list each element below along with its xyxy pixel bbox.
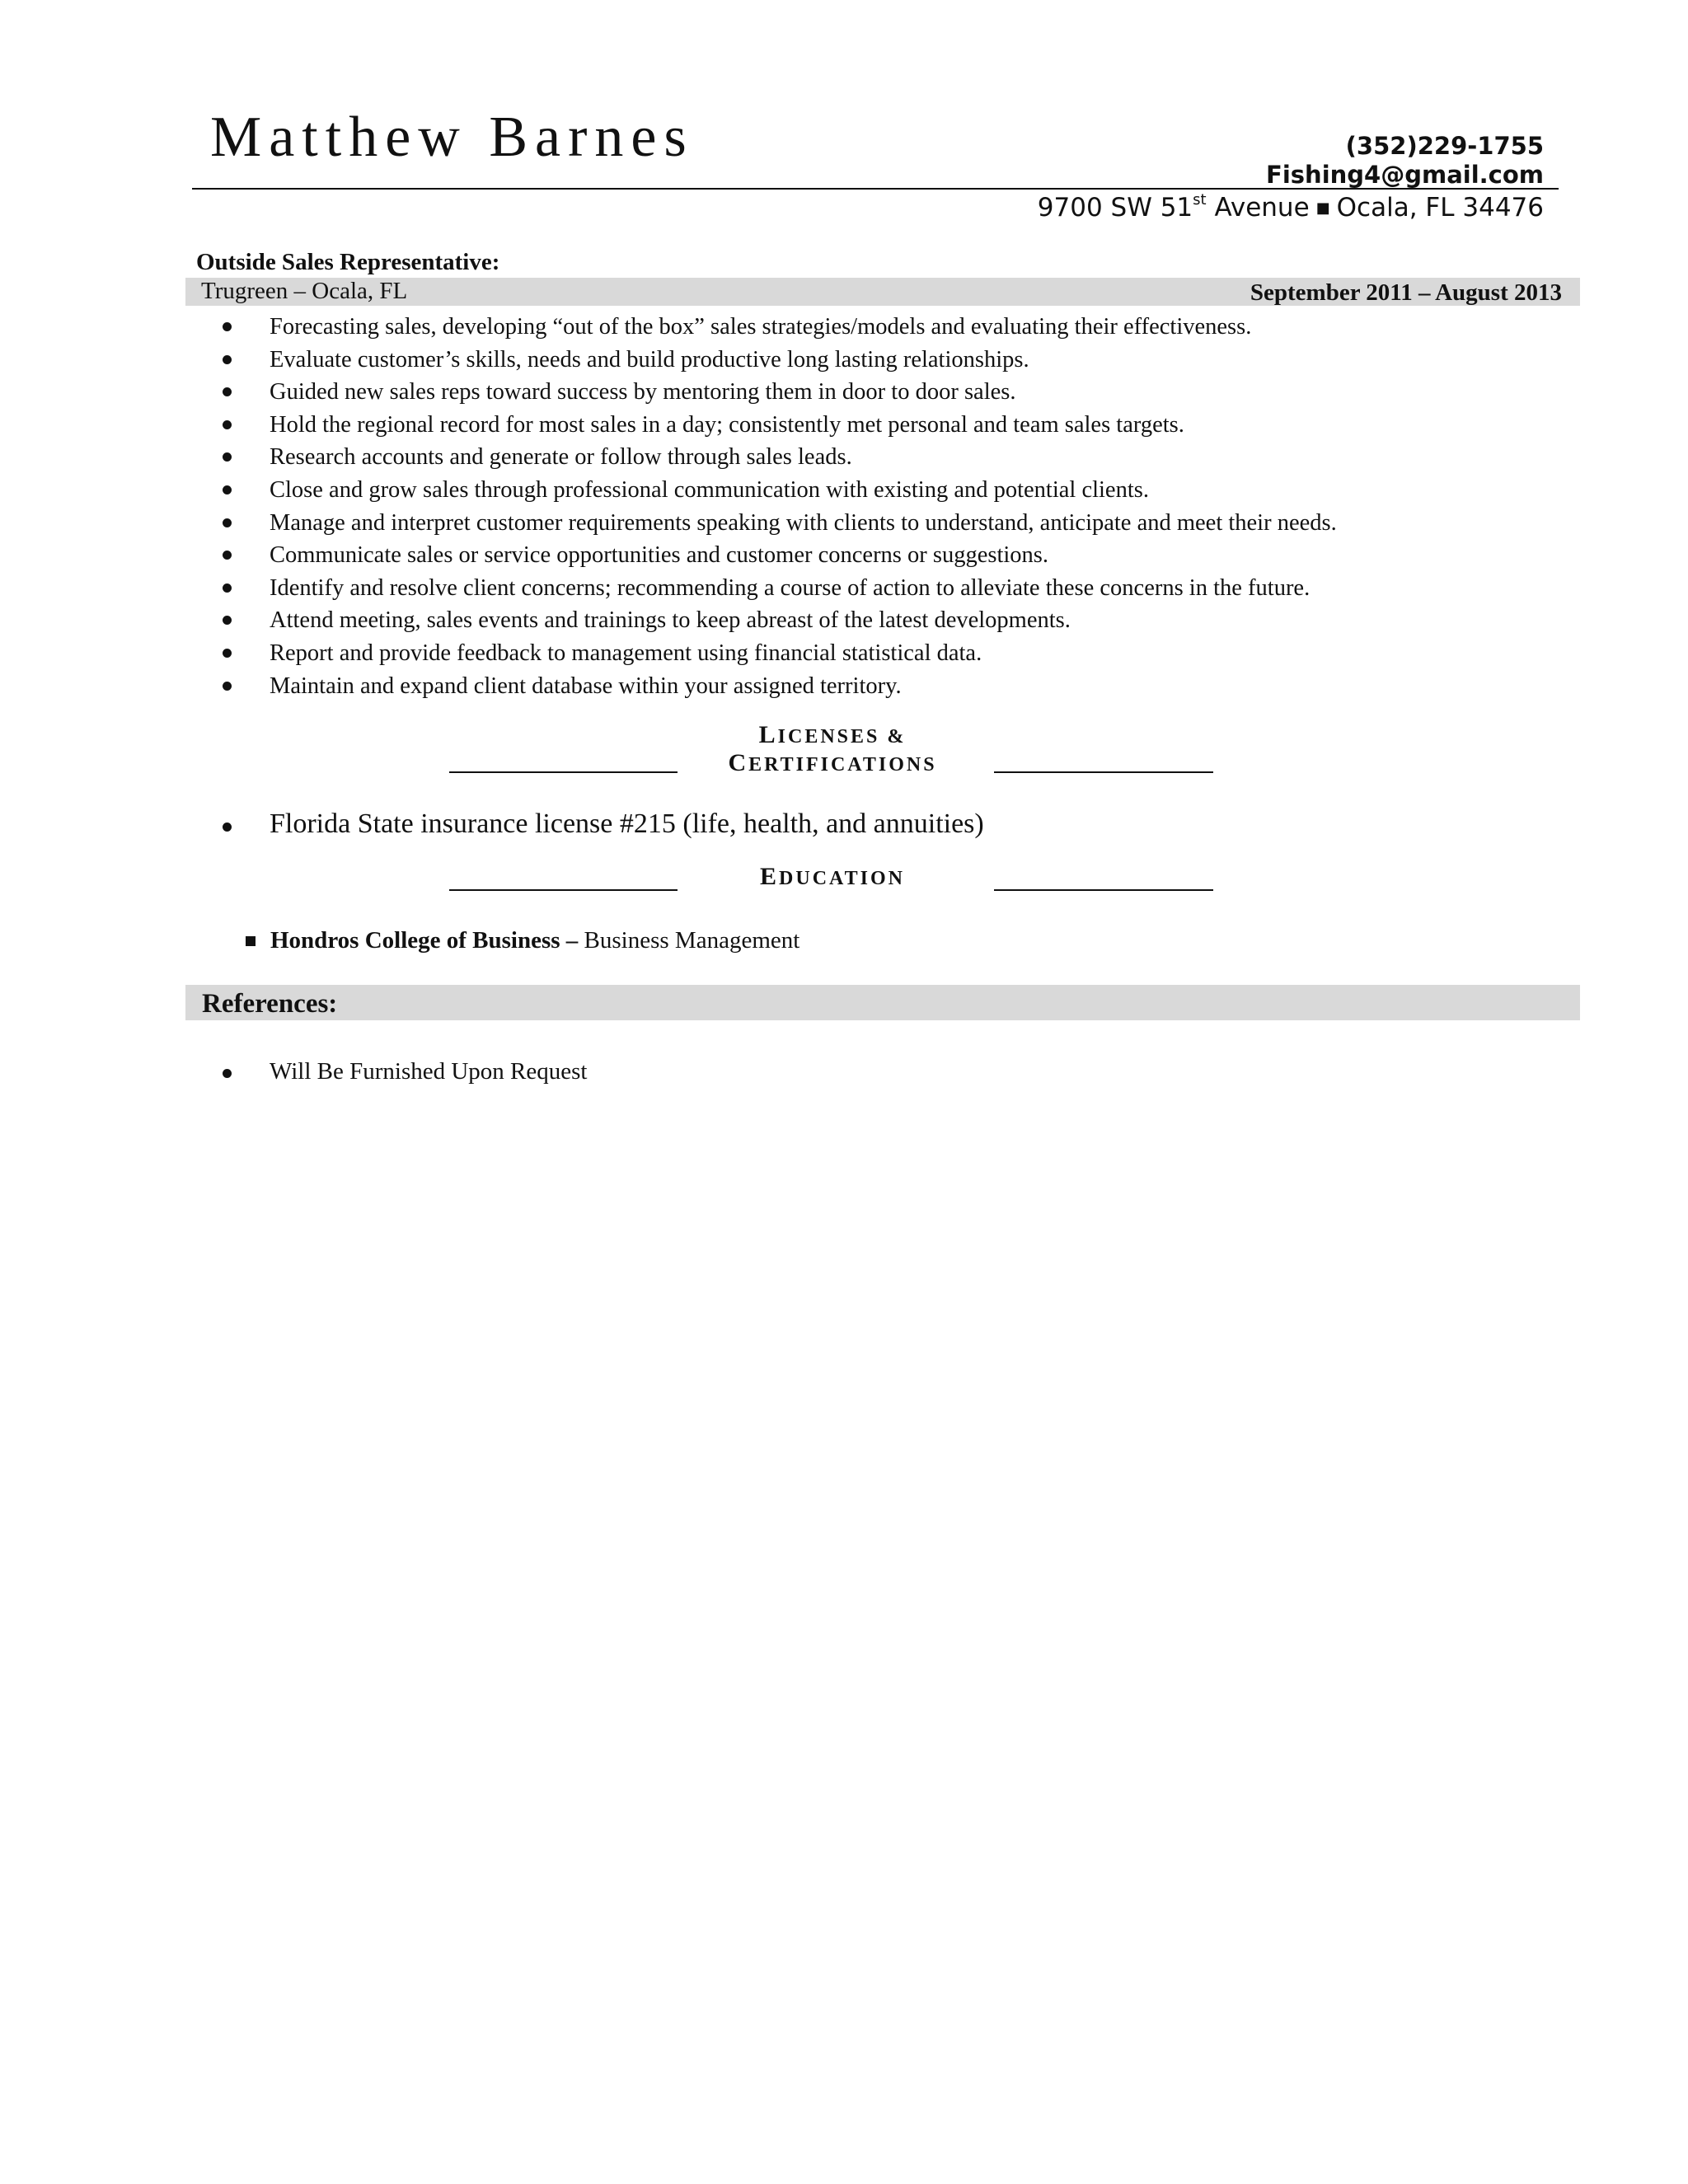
heading-rest: ICENSES &: [777, 726, 907, 748]
duty-text: Manage and interpret customer requirements speaking with clients to understand, anticipate and meet their needs.: [270, 509, 1337, 536]
job-dates: September 2011 – August 2013: [1250, 279, 1562, 306]
list-item: [218, 604, 1603, 637]
list-item: [218, 311, 1603, 344]
square-bullet-icon: ■: [1315, 199, 1330, 217]
heading-rest: DUCATION: [779, 868, 905, 889]
duty-text: Attend meeting, sales events and trainings to keep abreast of the latest developments.: [270, 607, 1071, 634]
duty-text: Forecasting sales, developing “out of the box” sales strategies/models and evaluating their effectiveness.: [270, 314, 1252, 340]
education-rule-right: [994, 889, 1213, 891]
job-company: Trugreen – Ocala, FL: [201, 278, 408, 304]
duty-text: Guided new sales reps toward success by mentoring them in door to door sales.: [270, 379, 1016, 405]
email-address: Fishing4@gmail.com: [1266, 161, 1544, 189]
licenses-rule-left: [449, 771, 678, 773]
duty-text: Maintain and expand client database within your assigned territory.: [270, 673, 902, 699]
job-title: Outside Sales Representative:: [196, 249, 500, 275]
bullet-icon: [223, 387, 232, 396]
list-item: [218, 1057, 587, 1086]
list-item: [218, 474, 1603, 507]
bullet-icon: [223, 1069, 232, 1078]
address-street: 9700 SW 51: [1037, 193, 1193, 223]
address-city: Ocala, FL 34476: [1336, 193, 1544, 223]
bullet-icon: [223, 420, 232, 429]
bullet-icon: [223, 823, 232, 832]
bullet-icon: [223, 322, 232, 331]
duty-text: Communicate sales or service opportunities and customer concerns or suggestions.: [270, 542, 1049, 569]
school-name: Hondros College of Business –: [270, 927, 579, 954]
licenses-heading-line2: [676, 750, 989, 778]
square-bullet-icon: [246, 936, 256, 946]
bullet-icon: [223, 649, 232, 658]
bullet-icon: [223, 452, 232, 462]
heading-initial: C: [728, 749, 749, 776]
list-item: [218, 507, 1603, 540]
heading-initial: L: [758, 721, 778, 748]
list-item: [218, 670, 1603, 703]
bullet-icon: [223, 355, 232, 364]
list-item: [218, 409, 1603, 442]
list-item: [218, 637, 1603, 670]
job-duties-list: [218, 311, 1603, 702]
licenses-rule-right: [994, 771, 1213, 773]
heading-initial: E: [760, 863, 780, 890]
duty-text: Report and provide feedback to management using financial statistical data.: [270, 640, 982, 666]
list-item: [218, 376, 1603, 409]
phone-number: (352)229-1755: [1345, 132, 1544, 160]
address-ordinal-suffix: st: [1193, 191, 1207, 209]
list-item: [218, 441, 1603, 474]
program-name: Business Management: [578, 927, 800, 954]
duty-text: Research accounts and generate or follow through sales leads.: [270, 444, 852, 471]
duty-text: Identify and resolve client concerns; recommending a course of action to alleviate these concerns in the future.: [270, 574, 1311, 601]
mailing-address: [1038, 193, 1544, 223]
education-heading: [676, 864, 989, 892]
bullet-icon: [223, 616, 232, 625]
list-item: [218, 572, 1603, 605]
duty-text: Close and grow sales through professional communication with existing and potential clients.: [270, 476, 1149, 503]
header-divider: [192, 188, 1559, 190]
heading-rest: ERTIFICATIONS: [748, 754, 937, 776]
license-text: Florida State insurance license #215 (life, health, and annuities): [270, 808, 984, 839]
candidate-name: Matthew Barnes: [210, 105, 694, 169]
references-heading: References:: [202, 989, 338, 1019]
address-street-suffix: Avenue: [1206, 193, 1310, 223]
bullet-icon: [223, 518, 232, 527]
duty-text: Hold the regional record for most sales in a day; consistently met personal and team sales targets.: [270, 411, 1184, 438]
list-item: [246, 926, 799, 955]
licenses-heading-line1: [676, 722, 989, 750]
reference-text: Will Be Furnished Upon Request: [270, 1058, 588, 1085]
bullet-icon: [223, 551, 232, 560]
education-rule-left: [449, 889, 678, 891]
licenses-heading: [676, 722, 989, 778]
duty-text: Evaluate customer’s skills, needs and build productive long lasting relationships.: [270, 346, 1029, 373]
bullet-icon: [223, 485, 232, 494]
references-bar: [185, 985, 1580, 1020]
bullet-icon: [223, 682, 232, 691]
list-item: [218, 808, 984, 841]
bullet-icon: [223, 583, 232, 593]
list-item: [218, 344, 1603, 377]
list-item: [218, 539, 1603, 572]
